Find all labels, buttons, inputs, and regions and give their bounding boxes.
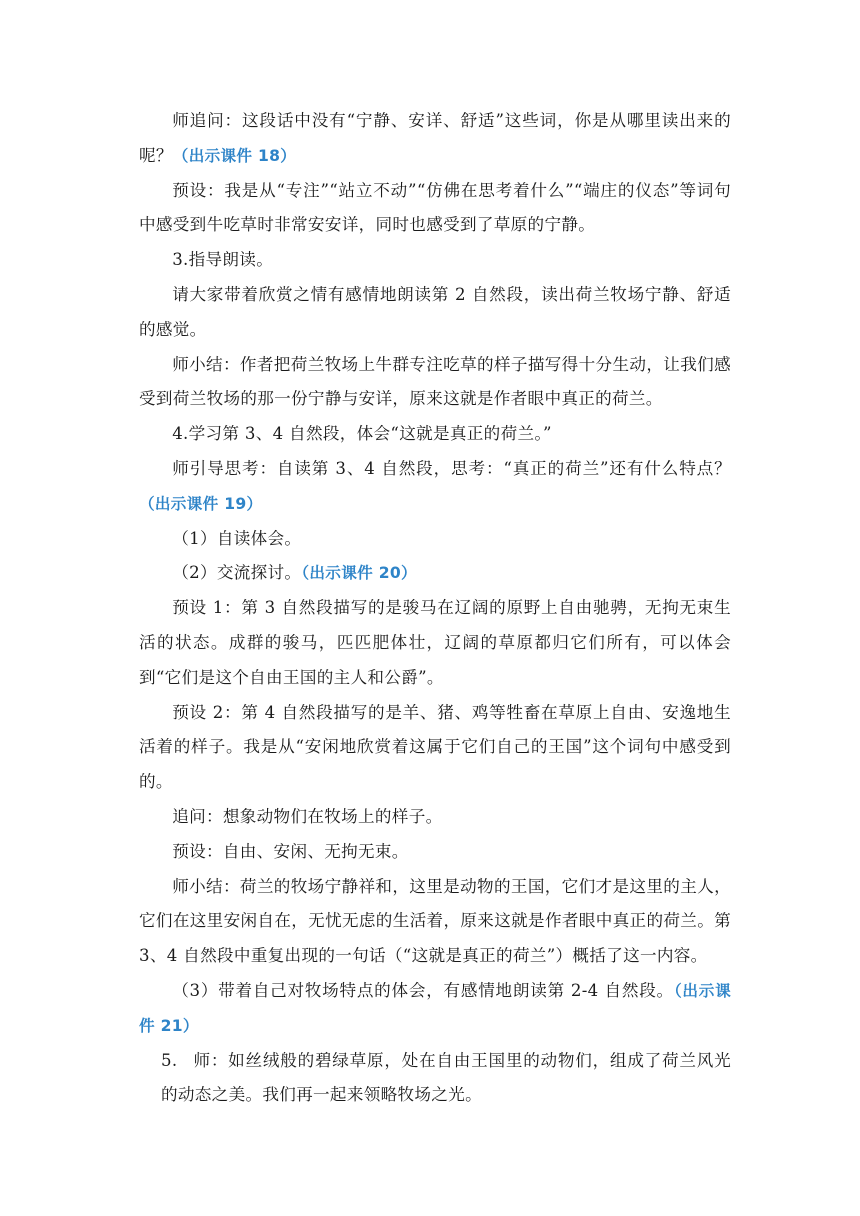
paragraph-text: 师引导思考：自读第 3、4 自然段，思考：“真正的荷兰”还有什么特点？ [172,458,731,478]
paragraph-step-4: 4.学习第 3、4 自然段，体会“这就是真正的荷兰。” [172,424,552,444]
paragraph-preset-1: 预设 1：第 3 自然段描写的是骏马在辽阔的原野上自由驰骋，无拘无束生活的状态。成群的骏马，匹匹肥体壮，辽阔的草原都归它们所有，可以体会到“它们是这个自由王国的主人和公爵”。 [139,598,731,687]
paragraph-emotional-reading [139,974,731,1044]
paragraph-preset-3: 预设：自由、安闲、无拘无束。 [172,841,409,861]
paragraph-teacher-question [139,104,731,174]
list-number: 5. [161,1050,178,1070]
paragraph-self-reading: （1）自读体会。 [172,528,302,548]
paragraph-reading-instruction: 请大家带着欣赏之情有感情地朗读第 2 自然段，读出荷兰牧场宁静、舒适的感觉。 [139,284,731,339]
paragraph-guided-thinking [139,452,731,522]
document-body [139,104,731,1113]
paragraph-text: （3）带着自己对牧场特点的体会，有感情地朗读第 2-4 自然段。 [172,980,674,1000]
paragraph-step-5 [139,1044,731,1114]
courseware-reference: （出示课件 21） [139,981,731,1035]
paragraph-text: 师：如丝绒般的碧绿草原，处在自由王国里的动物们，组成了荷兰风光的动态之美。我们再一起来领略牧场之光。 [161,1050,731,1105]
paragraph-text: （2）交流探讨。 [172,563,302,583]
paragraph-preset-2: 预设 2：第 4 自然段描写的是羊、猪、鸡等牲畜在草原上自由、安逸地生活着的样子。我是从“安闲地欣赏着这属于它们自己的王国”这个词句中感受到的。 [139,702,731,792]
paragraph-text: 师追问：这段话中没有“宁静、安详、舒适”这些词，你是从哪里读出来的呢？ [139,111,731,165]
paragraph-preset-answer: 预设：我是从“专注”“站立不动”“仿佛在思考着什么”“端庄的仪态”等词句中感受到牛吃草时非常安安详，同时也感受到了草原的宁静。 [139,180,731,235]
paragraph-teacher-summary-2: 师小结：荷兰的牧场宁静祥和，这里是动物的王国，它们才是这里的主人，它们在这里安闲自在，无忧无虑的生活着，原来这就是作者眼中真正的荷兰。第 3、4 自然段中重复出现的一句话（“这就是真正的荷兰”）概括了这一内容。 [139,876,731,966]
courseware-reference: （出示课件 18） [172,146,297,165]
paragraph-follow-up-question: 追问：想象动物们在牧场上的样子。 [172,806,443,826]
courseware-reference: （出示课件 20） [301,564,417,583]
courseware-reference: （出示课件 19） [139,494,263,513]
paragraph-discussion [139,556,731,591]
paragraph-teacher-summary-1: 师小结：作者把荷兰牧场上牛群专注吃草的样子描写得十分生动，让我们感受到荷兰牧场的那一份宁静与安详，原来这就是作者眼中真正的荷兰。 [139,354,731,409]
paragraph-step-3: 3.指导朗读。 [172,250,274,270]
